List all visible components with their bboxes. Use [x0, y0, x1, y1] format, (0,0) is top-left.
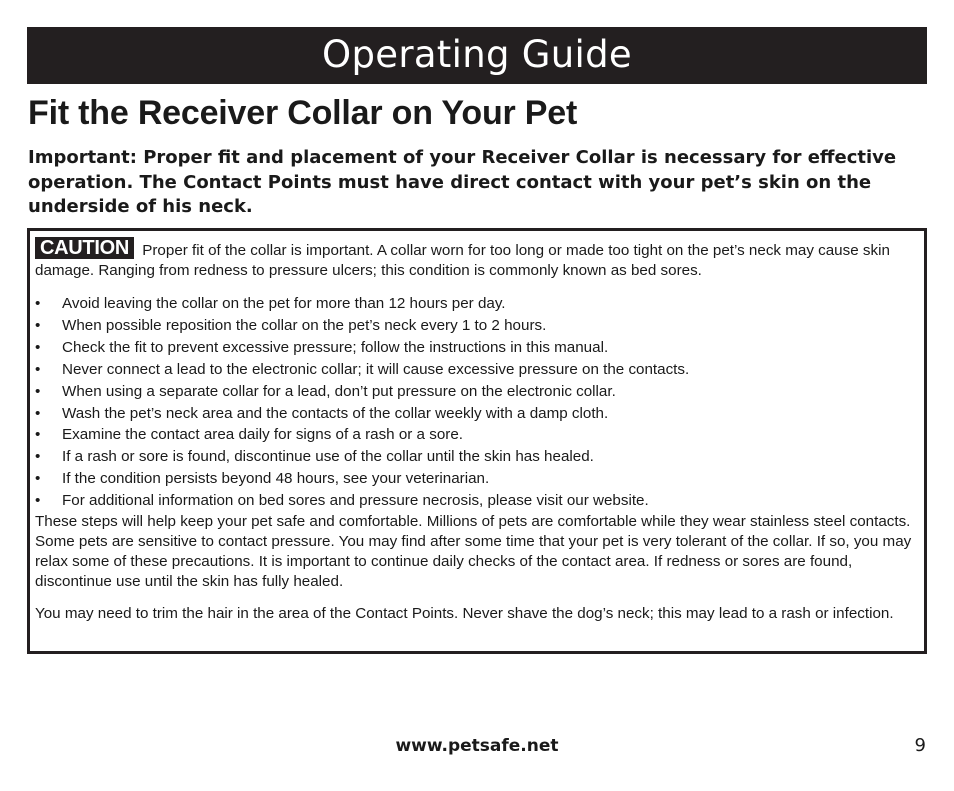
caution-content: [35, 237, 916, 624]
list-item-text: Wash the pet’s neck area and the contacts of the collar weekly with a damp cloth.: [62, 404, 609, 422]
list-item: [35, 468, 916, 490]
caution-intro: [35, 237, 916, 281]
bullet-icon: •: [35, 470, 41, 488]
list-item-text: For additional information on bed sores and pressure necrosis, please visit our website.: [62, 492, 649, 510]
list-item-text: When using a separate collar for a lead, don’t put pressure on the electronic collar.: [62, 382, 616, 400]
caution-paragraph-trim: You may need to trim the hair in the area of the Contact Points. Never shave the dog’s neck; this may lead to a rash or infection.: [35, 605, 894, 623]
list-item: [35, 446, 916, 468]
bullet-icon: •: [35, 426, 41, 444]
bullet-icon: •: [35, 492, 41, 510]
list-item-text: When possible reposition the collar on the pet’s neck every 1 to 2 hours.: [62, 316, 547, 334]
footer-website: www.petsafe.net: [395, 736, 559, 756]
bullet-icon: •: [35, 448, 41, 466]
list-item: [35, 337, 916, 359]
list-item: [35, 359, 916, 381]
section-banner: [27, 27, 927, 84]
list-item: [35, 381, 916, 403]
bullet-icon: •: [35, 382, 41, 400]
list-item: [35, 424, 916, 446]
caution-intro-text: Proper fit of the collar is important. A collar worn for too long or made too tight on the pet’s neck may cause skin damage. Ranging from redness to pressure ulcers; this condition is commonly known as bed sores.: [35, 242, 890, 279]
page-number: 9: [914, 735, 926, 756]
important-note: Important: Proper fit and placement of your Receiver Collar is necessary for effective operation. The Contact Points must have direct contact with your pet’s skin on the underside of his neck.: [28, 147, 897, 217]
bullet-icon: •: [35, 338, 41, 356]
list-item-text: If a rash or sore is found, discontinue use of the collar until the skin has healed.: [62, 448, 594, 466]
list-item: [35, 490, 916, 512]
list-item-text: Never connect a lead to the electronic collar; it will cause excessive pressure on the contacts.: [62, 360, 690, 378]
caution-badge: CAUTION: [35, 237, 134, 259]
list-item-text: If the condition persists beyond 48 hours, see your veterinarian.: [62, 470, 490, 488]
bullet-icon: •: [35, 360, 41, 378]
caution-bullet-list: [35, 293, 916, 512]
bullet-icon: •: [35, 404, 41, 422]
list-item: [35, 293, 916, 315]
list-item: [35, 403, 916, 425]
caution-paragraph-safety: These steps will help keep your pet safe and comfortable. Millions of pets are comfortable while they wear stainless steel contacts. Some pets are sensitive to contact pressure. You may find after some time that your pet is very tolerant of the collar. If so, you may relax some of these precautions. It is important to continue daily checks of the contact area. If redness or sores are found, discontinue use until the skin has fully healed.: [35, 513, 912, 591]
caution-box: [27, 228, 927, 654]
bullet-icon: •: [35, 316, 41, 334]
banner-title: Operating Guide: [322, 33, 632, 76]
list-item: [35, 315, 916, 337]
list-item-text: Examine the contact area daily for signs of a rash or a sore.: [62, 426, 463, 444]
list-item-text: Check the fit to prevent excessive pressure; follow the instructions in this manual.: [62, 338, 609, 356]
page-heading: Fit the Receiver Collar on Your Pet: [28, 94, 578, 132]
bullet-icon: •: [35, 295, 41, 312]
list-item-text: Avoid leaving the collar on the pet for more than 12 hours per day.: [62, 295, 506, 312]
